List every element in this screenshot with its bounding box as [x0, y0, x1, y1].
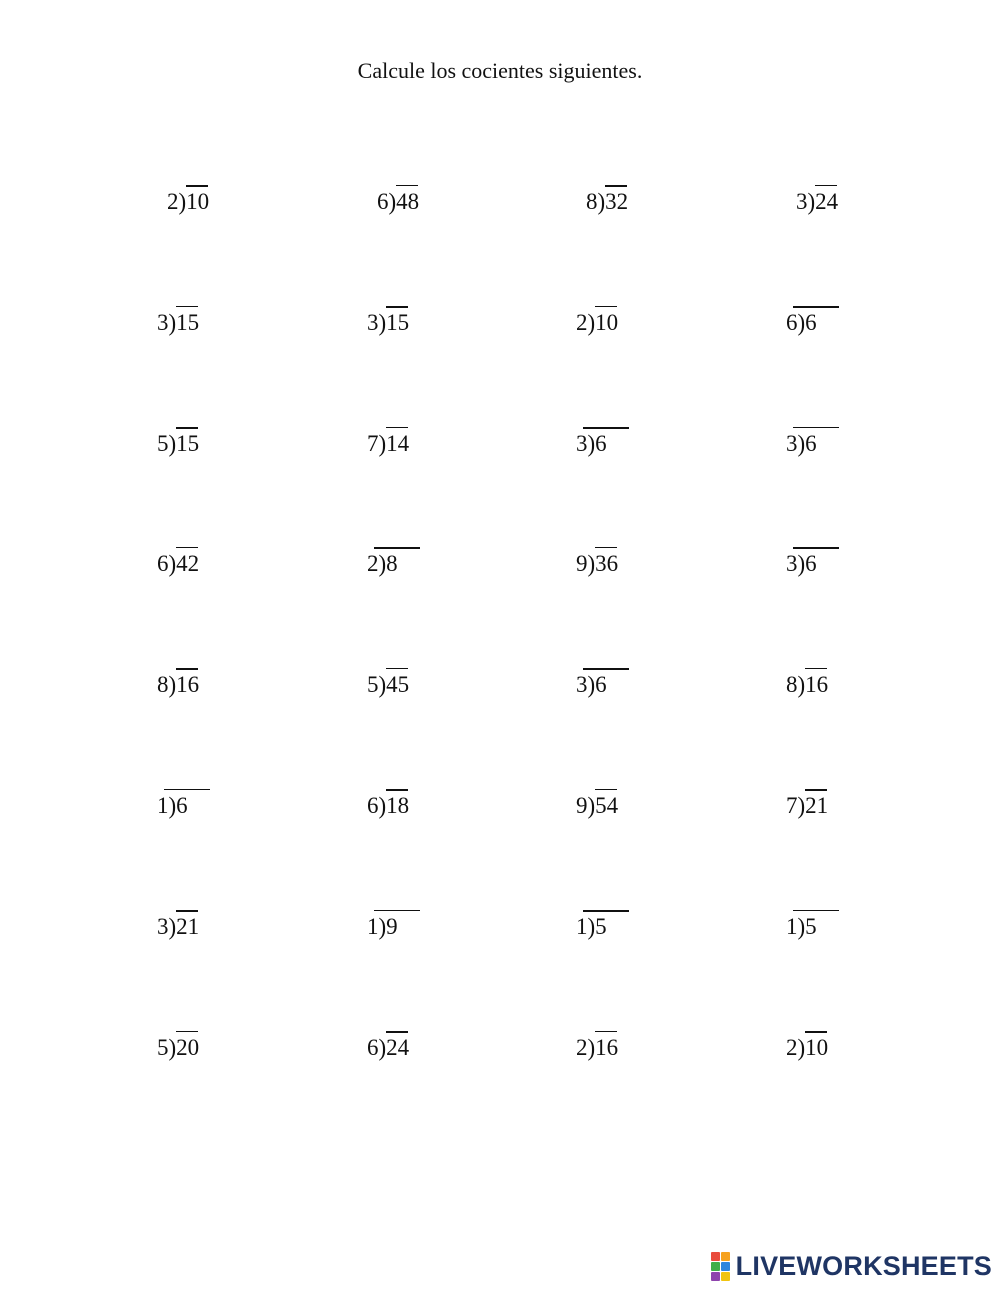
division-problem — [157, 432, 199, 456]
division-problem — [576, 673, 607, 697]
division-problem — [786, 552, 817, 576]
vinculum-line — [793, 910, 839, 911]
divisor: 5 — [367, 672, 379, 697]
dividend: 20 — [176, 1036, 199, 1060]
divisor: 3 — [576, 431, 588, 456]
dividend: 48 — [396, 190, 419, 214]
division-bracket: ) — [168, 550, 177, 577]
vinculum-line — [374, 547, 420, 549]
division-bracket: ) — [797, 1034, 806, 1061]
division-problem — [167, 190, 209, 214]
dividend: 15 — [386, 311, 409, 335]
division-bracket: ) — [378, 671, 387, 698]
liveworksheets-wordmark: LIVEWORKSHEETS — [735, 1250, 992, 1281]
dividend: 32 — [605, 190, 628, 214]
divisor: 8 — [786, 672, 798, 697]
division-bracket: ) — [378, 1034, 387, 1061]
divisor: 6 — [157, 551, 169, 576]
division-bracket: ) — [378, 913, 387, 940]
dividend: 45 — [386, 673, 409, 697]
dividend: 18 — [386, 794, 409, 818]
dividend: 5 — [805, 915, 817, 939]
dividend: 5 — [595, 915, 607, 939]
vinculum-line — [386, 668, 408, 669]
division-bracket: ) — [168, 309, 177, 336]
dividend: 16 — [595, 1036, 618, 1060]
dividend: 8 — [386, 552, 398, 576]
divisor: 1 — [367, 914, 379, 939]
dividend: 42 — [176, 552, 199, 576]
divisor: 2 — [576, 1035, 588, 1060]
division-bracket: ) — [378, 430, 387, 457]
divisor: 2 — [786, 1035, 798, 1060]
divisor: 8 — [586, 189, 598, 214]
division-bracket: ) — [797, 430, 806, 457]
dividend: 6 — [595, 432, 607, 456]
division-problem — [576, 311, 618, 335]
vinculum-line — [176, 910, 198, 912]
dividend: 24 — [386, 1036, 409, 1060]
logo-square — [711, 1252, 720, 1261]
dividend: 6 — [805, 432, 817, 456]
liveworksheets-logo — [711, 1251, 992, 1281]
division-problem — [157, 673, 199, 697]
division-bracket: ) — [587, 913, 596, 940]
dividend: 21 — [805, 794, 828, 818]
division-problem — [367, 432, 409, 456]
division-bracket: ) — [587, 309, 596, 336]
vinculum-line — [176, 1031, 198, 1032]
divisor: 3 — [367, 310, 379, 335]
division-problem — [157, 794, 188, 818]
dividend: 14 — [386, 432, 409, 456]
vinculum-line — [605, 185, 627, 187]
division-bracket: ) — [797, 309, 806, 336]
liveworksheets-logo-icon — [711, 1252, 730, 1281]
division-problem — [367, 311, 409, 335]
dividend: 10 — [186, 190, 209, 214]
divisor: 3 — [796, 189, 808, 214]
vinculum-line — [595, 1031, 617, 1032]
vinculum-line — [583, 427, 629, 429]
vinculum-line — [793, 427, 839, 428]
division-bracket: ) — [587, 792, 596, 819]
division-bracket: ) — [597, 188, 606, 215]
vinculum-line — [595, 306, 617, 307]
vinculum-line — [583, 668, 629, 670]
divisor: 3 — [786, 431, 798, 456]
division-bracket: ) — [587, 550, 596, 577]
dividend: 36 — [595, 552, 618, 576]
dividend: 16 — [176, 673, 199, 697]
dividend: 10 — [805, 1036, 828, 1060]
divisor: 6 — [367, 793, 379, 818]
division-bracket: ) — [587, 671, 596, 698]
divisor: 6 — [377, 189, 389, 214]
division-problem — [367, 1036, 409, 1060]
division-problem — [157, 311, 199, 335]
divisor: 3 — [786, 551, 798, 576]
vinculum-line — [374, 910, 420, 911]
divisor: 1 — [576, 914, 588, 939]
division-bracket: ) — [807, 188, 816, 215]
divisor: 5 — [157, 431, 169, 456]
division-problem — [786, 673, 828, 697]
divisor: 9 — [576, 793, 588, 818]
dividend: 21 — [176, 915, 199, 939]
division-bracket: ) — [378, 309, 387, 336]
division-bracket: ) — [388, 188, 397, 215]
vinculum-line — [396, 185, 418, 186]
divisor: 7 — [367, 431, 379, 456]
division-problem — [786, 432, 817, 456]
division-bracket: ) — [378, 792, 387, 819]
vinculum-line — [186, 185, 208, 187]
division-bracket: ) — [168, 792, 177, 819]
division-problem — [367, 552, 398, 576]
division-bracket: ) — [797, 671, 806, 698]
division-bracket: ) — [797, 550, 806, 577]
divisor: 3 — [157, 310, 169, 335]
divisor: 1 — [157, 793, 169, 818]
division-problem — [786, 915, 817, 939]
vinculum-line — [805, 789, 827, 791]
division-bracket: ) — [168, 1034, 177, 1061]
division-bracket: ) — [168, 430, 177, 457]
vinculum-line — [583, 910, 629, 912]
division-bracket: ) — [587, 1034, 596, 1061]
dividend: 15 — [176, 432, 199, 456]
logo-square — [711, 1272, 720, 1281]
divisor: 3 — [157, 914, 169, 939]
vinculum-line — [805, 668, 827, 669]
divisor: 3 — [576, 672, 588, 697]
division-problem — [576, 794, 618, 818]
division-bracket: ) — [178, 188, 187, 215]
divisor: 5 — [157, 1035, 169, 1060]
vinculum-line — [386, 1031, 408, 1033]
division-bracket: ) — [168, 913, 177, 940]
vinculum-line — [386, 789, 408, 791]
vinculum-line — [386, 306, 408, 308]
logo-square — [721, 1272, 730, 1281]
divisor: 1 — [786, 914, 798, 939]
dividend: 10 — [595, 311, 618, 335]
division-bracket: ) — [797, 792, 806, 819]
divisor: 2 — [576, 310, 588, 335]
divisor: 2 — [167, 189, 179, 214]
divisor: 9 — [576, 551, 588, 576]
vinculum-line — [815, 185, 837, 186]
vinculum-line — [176, 306, 198, 307]
vinculum-line — [793, 306, 839, 308]
dividend: 54 — [595, 794, 618, 818]
vinculum-line — [793, 547, 839, 549]
divisor: 6 — [367, 1035, 379, 1060]
division-bracket: ) — [168, 671, 177, 698]
worksheet-title: Calcule los cocientes siguientes. — [357, 58, 643, 83]
division-problem — [157, 1036, 199, 1060]
dividend: 6 — [805, 552, 817, 576]
vinculum-line — [176, 427, 198, 429]
dividend: 9 — [386, 915, 398, 939]
division-problem — [576, 915, 607, 939]
vinculum-line — [595, 789, 617, 790]
dividend: 6 — [176, 794, 188, 818]
division-problem — [786, 794, 828, 818]
vinculum-line — [164, 789, 210, 790]
divisor: 6 — [786, 310, 798, 335]
division-bracket: ) — [587, 430, 596, 457]
division-bracket: ) — [797, 913, 806, 940]
divisor: 8 — [157, 672, 169, 697]
division-problem — [796, 190, 838, 214]
logo-square — [711, 1262, 720, 1271]
division-problem — [786, 311, 817, 335]
division-problem — [576, 1036, 618, 1060]
dividend: 6 — [805, 311, 817, 335]
division-problem — [576, 432, 607, 456]
vinculum-line — [176, 547, 198, 548]
division-problem — [377, 190, 419, 214]
division-problem — [367, 673, 409, 697]
divisor: 2 — [367, 551, 379, 576]
division-bracket: ) — [378, 550, 387, 577]
vinculum-line — [805, 1031, 827, 1033]
division-problem — [157, 552, 199, 576]
dividend: 24 — [815, 190, 838, 214]
vinculum-line — [595, 547, 617, 548]
dividend: 16 — [805, 673, 828, 697]
vinculum-line — [386, 427, 408, 428]
division-problem — [576, 552, 618, 576]
division-problem — [367, 794, 409, 818]
division-problem — [157, 915, 199, 939]
logo-square — [721, 1262, 730, 1271]
vinculum-line — [176, 668, 198, 670]
division-problem — [786, 1036, 828, 1060]
logo-square — [721, 1252, 730, 1261]
dividend: 15 — [176, 311, 199, 335]
division-problem — [367, 915, 398, 939]
division-problem — [586, 190, 628, 214]
divisor: 7 — [786, 793, 798, 818]
dividend: 6 — [595, 673, 607, 697]
